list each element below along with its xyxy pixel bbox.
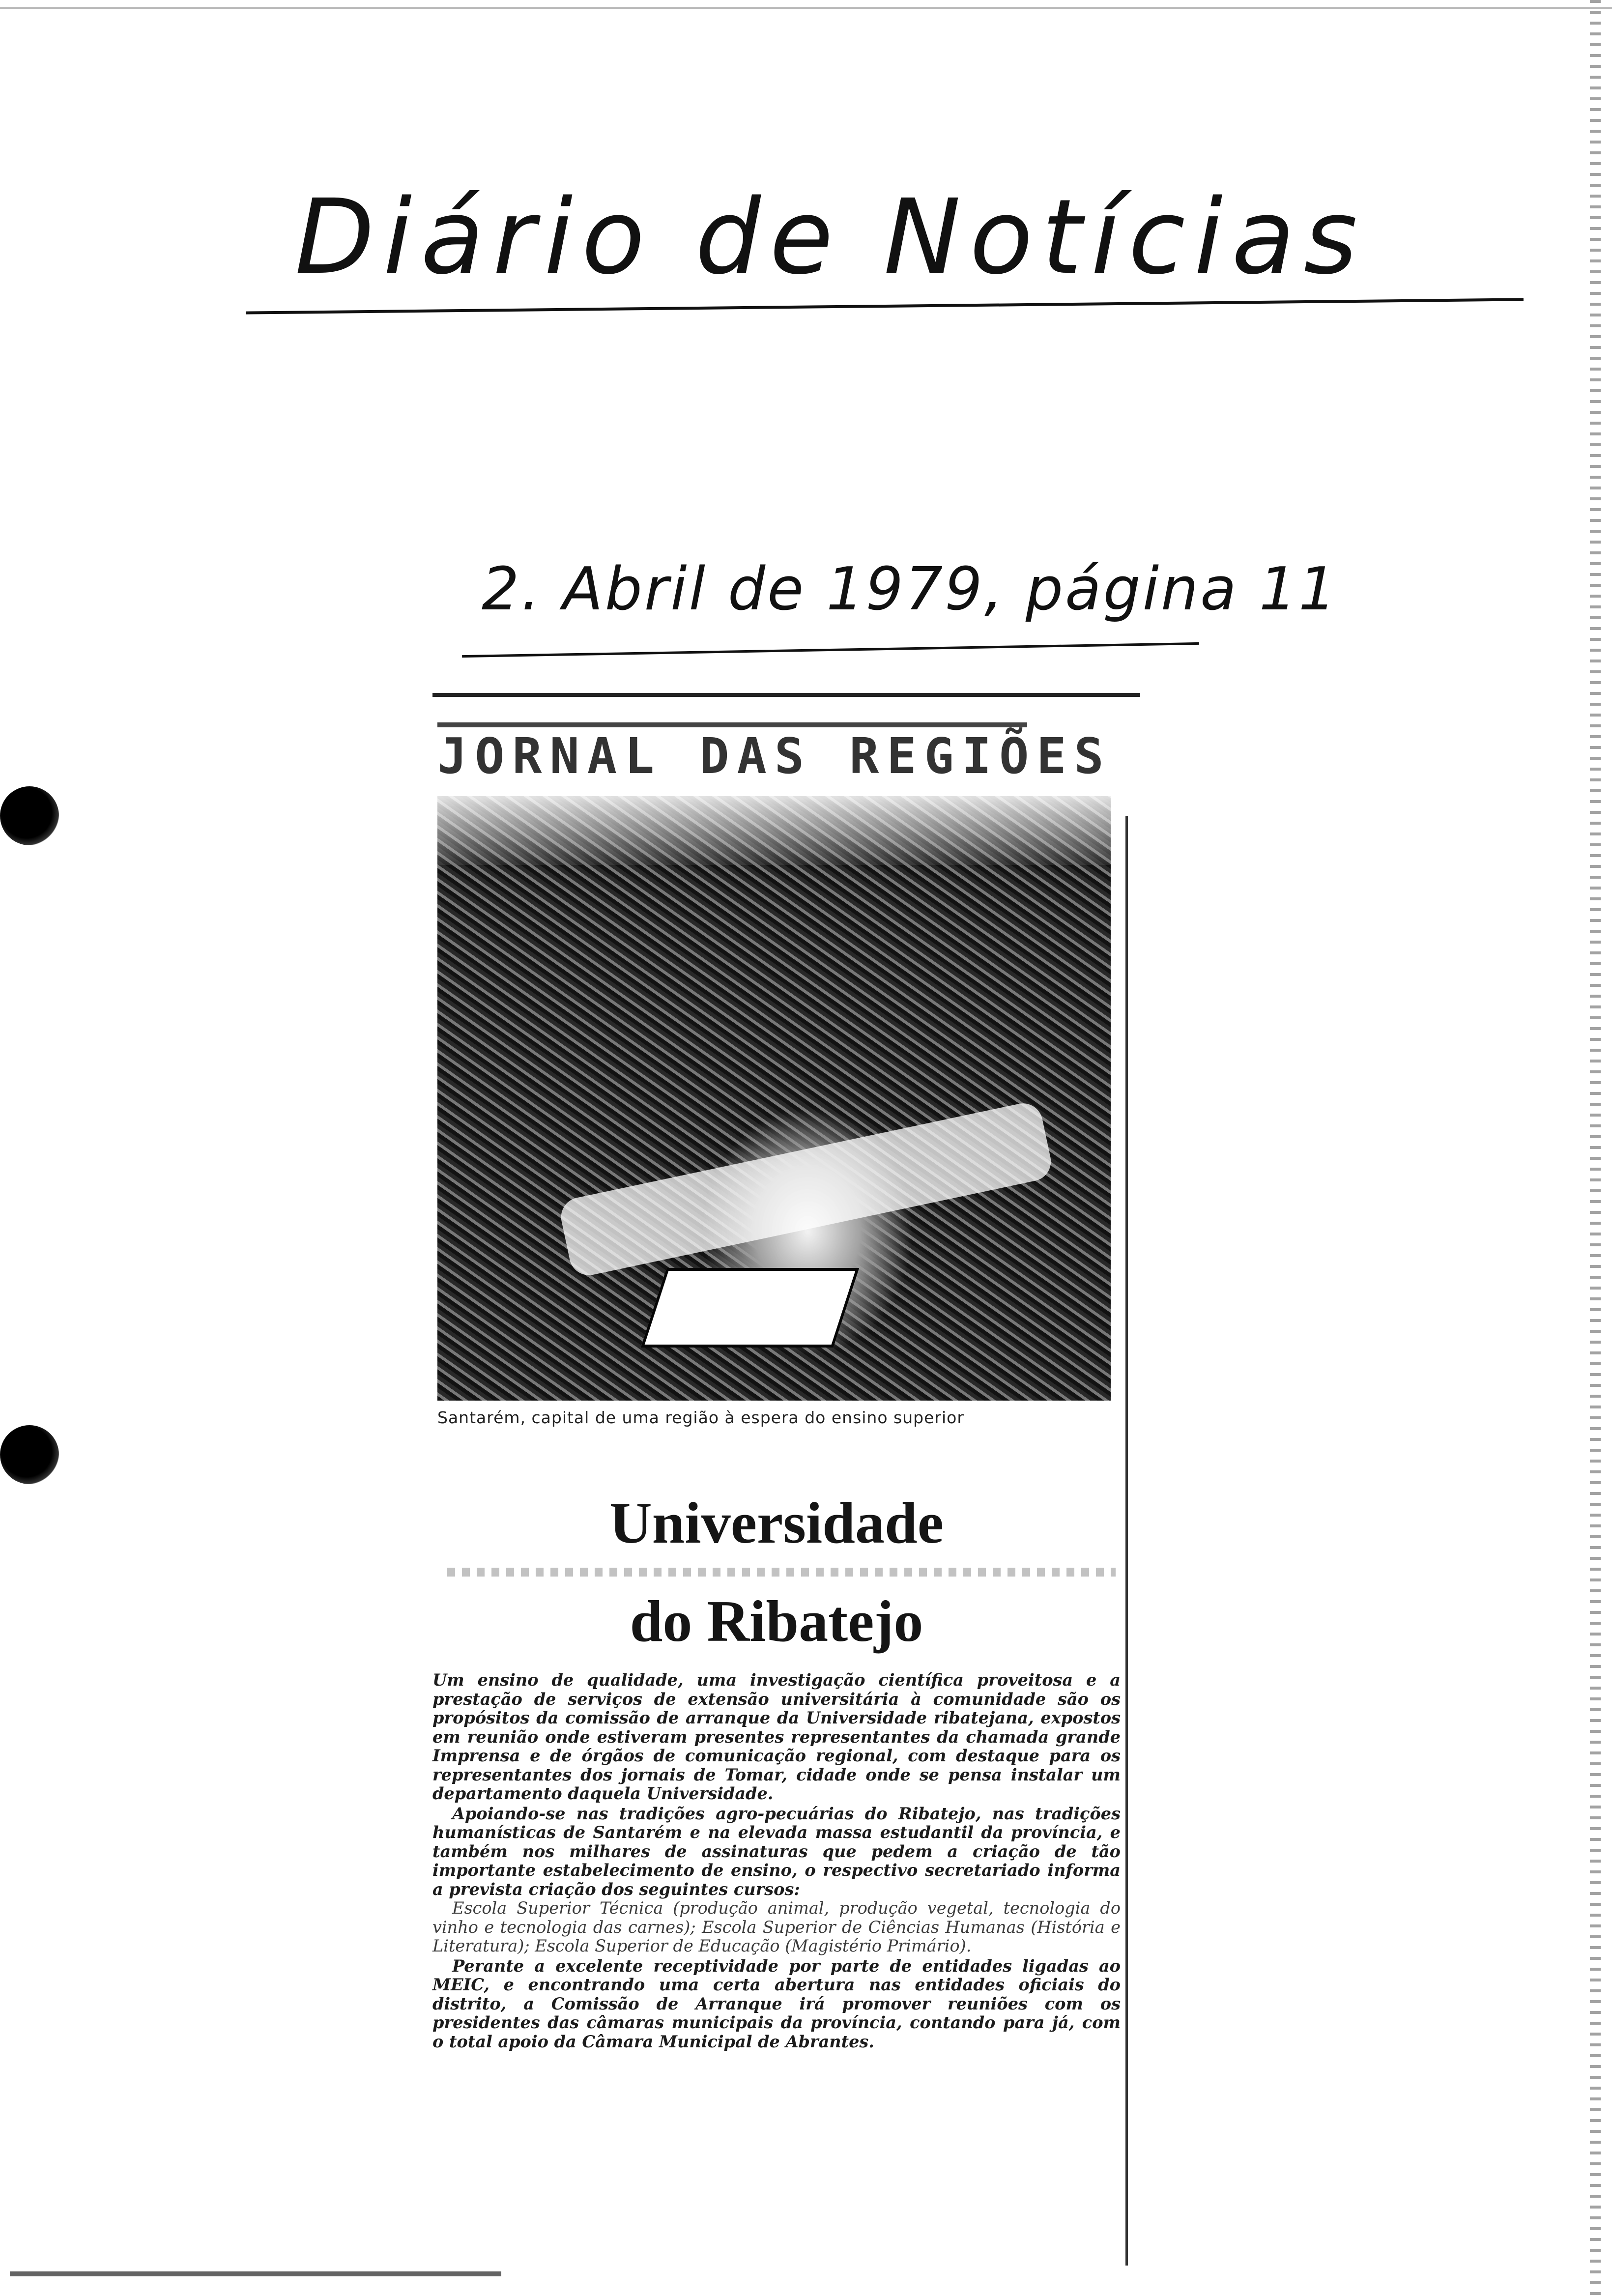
clipping-top-rule: [432, 693, 1140, 697]
punch-hole-bottom: [0, 1425, 59, 1484]
article-paragraph: Um ensino de qualidade, uma investigação científica proveitosa e a prestação de serviços de extensão universitária à comunidade são os propósitos da comissão de arranque da Universidade ribatejana, expostos em reunião onde estiveram presentes representantes da chamada grande Imprensa e de órgãos de comunicação regional, com destaque para os representantes dos jornais de Tomar, cidade onde se pensa instalar um departamento daquela Universidade.: [432, 1670, 1121, 1803]
photo-road: [557, 1100, 1054, 1279]
photo-sky: [437, 796, 1111, 865]
faded-print-row: [447, 1568, 1116, 1577]
aerial-photo-santarem: [437, 796, 1111, 1401]
handwritten-date-page: 2. Abril de 1979, página 11: [482, 555, 1338, 624]
punch-hole-top: [0, 786, 59, 845]
article-paragraph: Perante a excelente receptividade por parte de entidades ligadas ao MEIC, e encontrando uma certa abertura nas entidades oficiais do distrito, a Comissão de Arranque irá promover reuniões com os presidentes das câmaras municipais da província, contando para já, com o total apoio da Câmara Municipal de Abrantes.: [432, 1956, 1121, 2051]
headline-line-1: Universidade: [609, 1490, 944, 1555]
article-paragraph: Escola Superior Técnica (produção animal, produção vegetal, tecnologia do vinho e tecnologia das carnes); Escola Superior de Ciências Humanas (História e Literatura); Escola Superior de Educação (Magistério Primário).: [432, 1898, 1121, 1955]
scan-top-edge: [0, 7, 1612, 9]
headline-line-2: do Ribatejo: [630, 1588, 923, 1654]
article-body: [432, 1671, 1121, 2051]
column-rule: [1125, 816, 1128, 2266]
article-paragraph: Apoiando-se nas tradições agro-pecuárias do Ribatejo, nas tradições humanísticas de Santarém e na elevada massa estudantil da província, e também nos milhares de assinaturas que pedem a criação de tão importante estabelecimento de ensino, o respectivo secretariado informa a prevista criação dos seguintes cursos:: [432, 1804, 1121, 1899]
section-banner: JORNAL DAS REGIÕES: [437, 722, 1027, 791]
newspaper-clipping: [432, 693, 1140, 2270]
title-underline: [246, 298, 1524, 314]
scan-right-edge: [1590, 0, 1601, 2296]
photo-caption: Santarém, capital de uma região à espera do ensino superior: [437, 1408, 964, 1427]
photo-building: [641, 1268, 860, 1348]
date-underline: [462, 642, 1199, 658]
handwritten-newspaper-name: Diário de Notícias: [295, 177, 1367, 297]
scan-bottom-edge: [10, 2271, 501, 2276]
